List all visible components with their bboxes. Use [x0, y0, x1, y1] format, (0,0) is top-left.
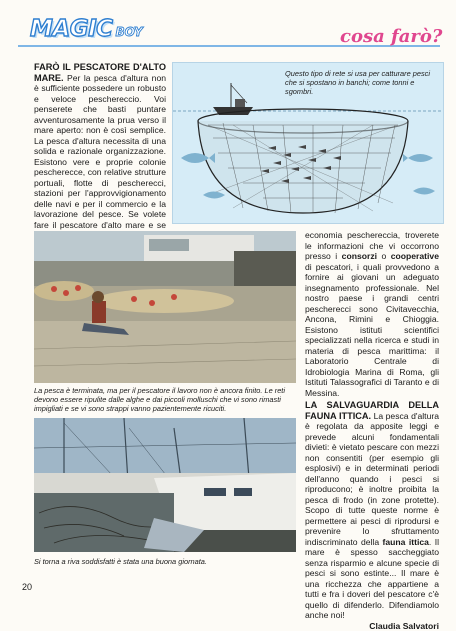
photo-harbor-boats: [34, 418, 296, 552]
author-signature: Claudia Salvatori: [305, 621, 439, 631]
photo-1-caption: La pesca è terminata, ma per il pescatore il lavoro non è ancora finito. Le reti devono essere ripulite dalle alghe e dai piccoli molluschi che vi sono rimasti impigliati e se vi sono strappi vanno pazientemente ricuciti.: [34, 386, 296, 413]
logo-sub: BOY: [116, 25, 143, 39]
net-diagram: [172, 62, 444, 224]
diagram-caption: Questo tipo di rete si usa per catturare pesci che si spostano in banchi; come tonni e sgombri.: [285, 69, 435, 96]
photo-fisherman-nets: [34, 231, 296, 383]
cooperative-term: cooperative: [391, 251, 439, 261]
boat-icon: [213, 83, 253, 115]
col2-text-a: economia peschereccia, troverete le informazioni che vi occorrono presso i: [305, 230, 439, 261]
net-shape: [198, 109, 408, 213]
section-tag: cosa farò?: [340, 26, 442, 47]
fauna-ittica-term: fauna ittica: [383, 537, 429, 547]
heading-fauna-ittica: LA SALVAGUARDIA DELLA FAUNA ITTICA.: [305, 400, 439, 421]
photo-2-caption: Si torna a riva soddisfatti è stata una buona giornata.: [34, 557, 296, 566]
article-column-2: [305, 230, 439, 631]
page-header: [0, 0, 456, 52]
col2-text-d: La pesca d'altura è regolata da apposite leggi e prevede alcuni fondamentali divieti: è vietato pescare con mezzi non consentiti (per esempio gli esplosivi) e in determinati periodi dell'anno quando i pesci si riproducono; è inoltre proibita la pesca di frodo (in zone protette). Scopo di tutte queste norme è permettere ai pesci di riprodursi e prevenire lo sfruttamento indiscriminato della: [305, 411, 439, 547]
col1-body: Per la pesca d'altura non è sufficiente possedere un robusto e veloce peschereccio. Voi penserete che basti puntare avventurosamente la prua verso il mare aperto: non è così semplice. La pesca d'altura necessita di una solida e razionale organizzazione. Esistono vere e proprie colonie peschereccе, con relative strutture portuali, flotte di pescherecci, stazioni per l'approvvigionamento delle navi e per il commercio e la lavorazione del pesce. Se volete fare il pescatore d'alto mare e se: [34, 73, 166, 241]
col2-text-b: o: [377, 251, 391, 261]
article-column-1: [34, 62, 166, 241]
magazine-logo: [30, 16, 143, 44]
page-number: 20: [22, 582, 32, 592]
col2-text-c: di pescatori, i quali provvedono a fornire ai giovani un adeguato insegnamento professionale. Nel nostro paese i grandi centri pescherecci sono Civitavecchia, Ancona, Rimini e Chioggia. Esistono istituti scientifici specializzati nella ricerca e studi in materia di pesca marittima: il Laboratorio Centrale di Idrobiologia Marina di Roma, gli Istituti Talassografici di Taranto e di Messina.: [305, 262, 439, 398]
col2-text-e: . Il mare è spesso saccheggiato senza risparmio e alcune specie di pesci si sono estinte... Il mare è una ricchezza che appartiene a tutti e fra i doveri del pescatore c'è quello di difenderlo. Difendiamolo anche noi!: [305, 537, 439, 621]
logo-main: MAGIC: [30, 16, 113, 42]
heading-alto-mare: FARÒ IL PESCATORE D'ALTO MARE.: [34, 62, 166, 83]
consorzi-term: consorzi: [342, 251, 377, 261]
